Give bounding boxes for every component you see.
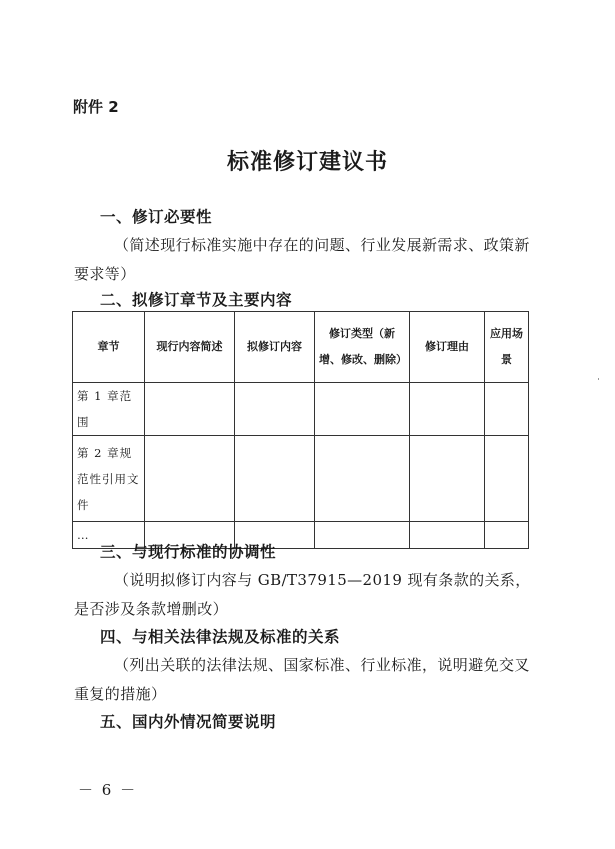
table-row — [73, 436, 529, 522]
attachment-label: 附件 2 — [73, 98, 119, 116]
section-note-1: （简述现行标准实施中存在的问题、行业发展新需求、政策新要求等） — [74, 236, 530, 283]
table-row — [73, 383, 529, 436]
table-cell: 第 2 章规范性引用文件 — [73, 436, 145, 522]
table-cell — [410, 383, 485, 436]
table-cell — [485, 383, 529, 436]
section-note-3: （说明拟修订内容与 GB/T37915—2019 现有条款的关系，是否涉及条款增删改） — [74, 571, 531, 618]
table-header-cell: 章节 — [73, 312, 145, 383]
table-cell — [410, 436, 485, 522]
revision-table — [72, 311, 529, 549]
table-header-cell: 修订类型（新增、修改、删除） — [315, 312, 410, 383]
section-heading-2: 二、拟修订章节及主要内容 — [100, 291, 293, 309]
section-heading-3: 三、与现行标准的协调性 — [100, 543, 277, 561]
table-header-cell: 拟修订内容 — [235, 312, 315, 383]
table-cell — [315, 436, 410, 522]
page-number: － 6 － — [78, 781, 138, 799]
table-cell — [315, 383, 410, 436]
section-heading-4: 四、与相关法律法规及标准的关系 — [100, 628, 341, 646]
table-cell: … — [73, 522, 145, 549]
table-header-row — [73, 312, 529, 383]
table-cell — [145, 436, 235, 522]
table-cell — [485, 436, 529, 522]
table-cell — [315, 522, 410, 549]
table-header-cell: 修订理由 — [410, 312, 485, 383]
table-cell — [485, 522, 529, 549]
table-header-cell: 应用场景 — [485, 312, 529, 383]
section-note-4: （列出关联的法律法规、国家标准、行业标准，说明避免交叉重复的措施） — [74, 656, 530, 703]
scan-speck — [598, 378, 599, 380]
document-title: 标准修订建议书 — [226, 150, 388, 175]
table-cell — [235, 436, 315, 522]
table-header-cell: 现行内容简述 — [145, 312, 235, 383]
table-cell — [145, 383, 235, 436]
section-heading-1: 一、修订必要性 — [100, 208, 213, 226]
table-cell — [235, 383, 315, 436]
table-cell: 第 1 章范围 — [73, 383, 145, 436]
table-cell — [410, 522, 485, 549]
section-heading-5: 五、国内外情况简要说明 — [100, 713, 277, 731]
